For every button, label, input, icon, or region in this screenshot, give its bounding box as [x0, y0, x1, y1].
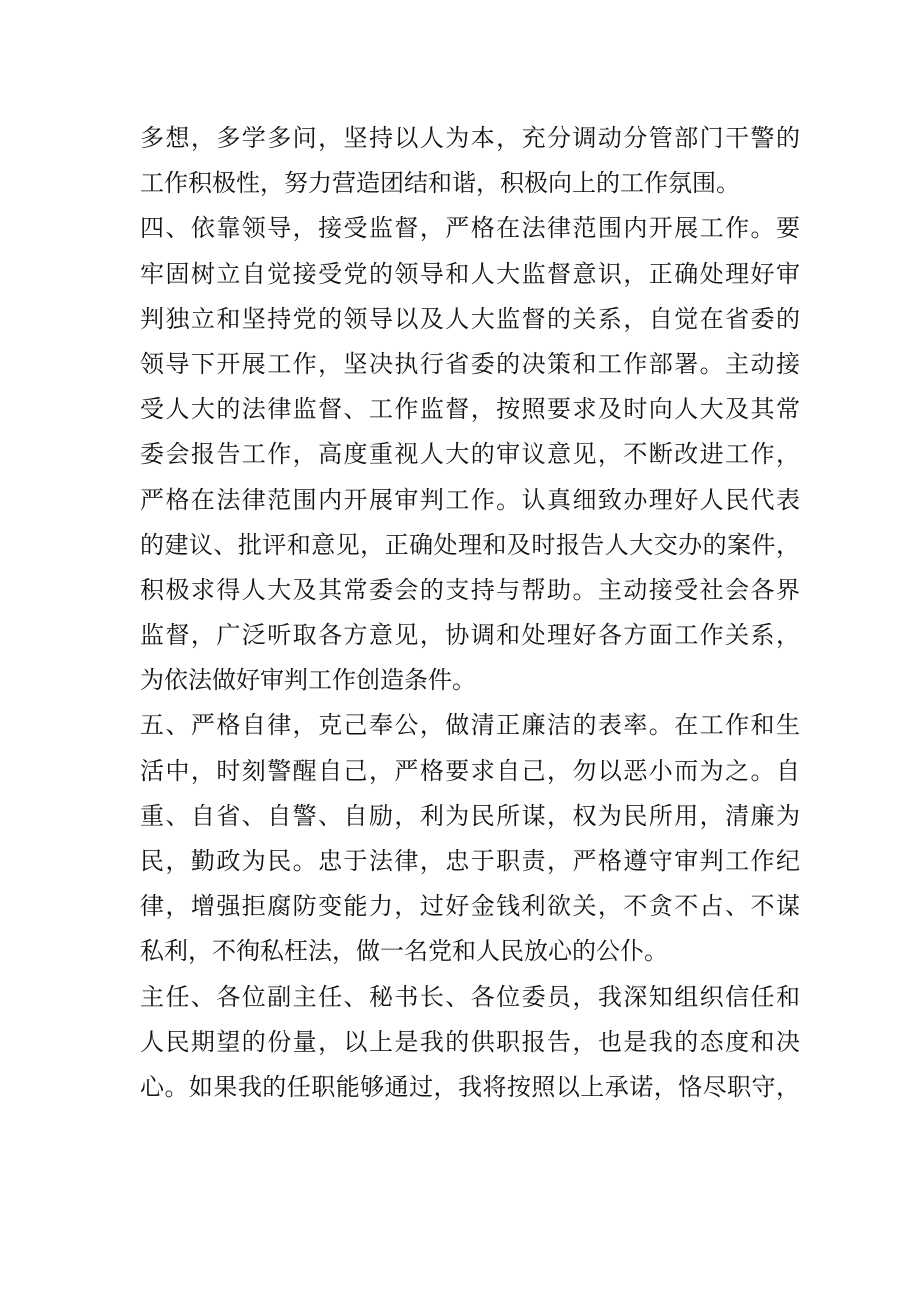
- text-line: 重、自省、自警、自励，利为民所谋，权为民所用，清廉为: [140, 801, 800, 830]
- text-line: 为依法做好审判工作创造条件。: [140, 666, 476, 695]
- text-line: 四、依靠领导，接受监督，严格在法律范围内开展工作。要: [140, 214, 800, 243]
- text-line: 积极求得人大及其常委会的支持与帮助。主动接受社会各界: [140, 575, 800, 604]
- text-line: 委会报告工作，高度重视人大的审议意见，不断改进工作，: [140, 440, 800, 469]
- text-line: 民，勤政为民。忠于法律，忠于职责，严格遵守审判工作纪: [140, 847, 800, 875]
- text-line: 多想，多学多问，坚持以人为本，充分调动分管部门干警的: [140, 124, 800, 152]
- text-line: 主任、各位副主任、秘书长、各位委员，我深知组织信任和: [140, 982, 800, 1011]
- text-line: 五、严格自律，克己奉公，做清正廉洁的表率。在工作和生: [140, 711, 800, 740]
- body-text: [140, 116, 800, 1110]
- text-line: 的建议、批评和意见，正确处理和及时报告人大交办的案件，: [140, 530, 800, 559]
- text-line: 监督，广泛听取各方意见，协调和处理好各方面工作关系，: [140, 621, 800, 650]
- text-line: 严格在法律范围内开展审判工作。认真细致办理好人民代表: [140, 485, 800, 514]
- text-line: 领导下开展工作，坚决执行省委的决策和工作部署。主动接: [140, 349, 800, 378]
- text-line: 心。如果我的任职能够通过，我将按照以上承诺，恪尽职守，: [140, 1072, 800, 1101]
- text-line: 受人大的法律监督、工作监督，按照要求及时向人大及其常: [140, 395, 800, 424]
- text-line: 工作积极性，努力营造团结和谐，积极向上的工作氛围。: [140, 169, 740, 198]
- text-line: 私利，不徇私枉法，做一名党和人民放心的公仆。: [140, 937, 668, 966]
- text-line: 律，增强拒腐防变能力，过好金钱利欲关，不贪不占、不谋: [140, 892, 800, 921]
- text-line: 活中，时刻警醒自己，严格要求自己，勿以恶小而为之。自: [140, 756, 800, 785]
- text-line: 人民期望的份量，以上是我的供职报告，也是我的态度和决: [140, 1027, 800, 1056]
- text-line: 牢固树立自觉接受党的领导和人大监督意识，正确处理好审: [140, 259, 800, 288]
- text-line: 判独立和坚持党的领导以及人大监督的关系，自觉在省委的: [140, 304, 800, 333]
